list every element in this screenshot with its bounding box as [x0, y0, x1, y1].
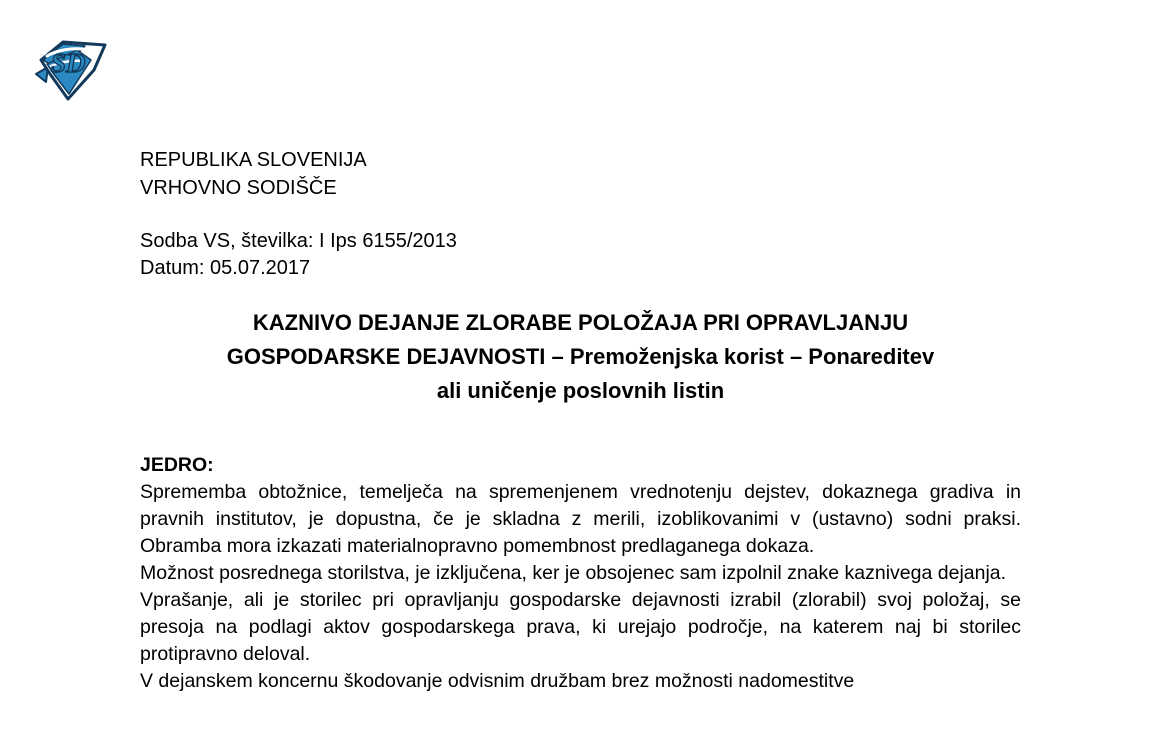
core-paragraph: V dejanskem koncernu škodovanje odvisnim družbam brez možnosti nadomestitve [140, 670, 855, 692]
core-paragraphs [140, 479, 1021, 695]
supreme-court-sd-logo-icon [33, 36, 109, 102]
institution-header [140, 146, 367, 202]
logo-letters: SD [51, 48, 86, 78]
core-paragraph: Možnost posrednega storilstva, je izključena, ker je obsojenec sam izpolnil znake kaznivega dejanja. [140, 562, 1007, 584]
title-line: KAZNIVO DEJANJE ZLORABE POLOŽAJA PRI OPRAVLJANJU [252, 310, 909, 335]
case-number-line: Sodba VS, številka: I Ips 6155/2013 [140, 230, 457, 252]
title-line: ali uničenje poslovnih listin [436, 378, 725, 403]
core-section [140, 452, 1021, 695]
document-title [140, 306, 1021, 408]
core-paragraph: Vprašanje, ali je storilec pri opravljanju gospodarske dejavnosti izrabil (zlorabil) svoj položaj, se presoja na podlagi aktov gospodarskega prava, ki urejajo področje, na katerem naj bi storilec protipravno deloval. [140, 589, 1021, 665]
republic-name: REPUBLIKA SLOVENIJA [140, 149, 367, 171]
court-name: VRHOVNO SODIŠČE [140, 177, 337, 199]
case-date-line: Datum: 05.07.2017 [140, 257, 311, 279]
case-info [140, 228, 457, 282]
core-paragraph: Sprememba obtožnice, temelječa na spremenjenem vrednotenju dejstev, dokaznega gradiva in pravnih institutov, je dopustna, če je skladna z merili, izoblikovanimi v (ustavno) sodni praksi. Obramba mora izkazati materialnopravno pomembnost predlaganega dokaza. [140, 481, 1021, 557]
core-heading: JEDRO: [140, 454, 214, 476]
title-line: GOSPODARSKE DEJAVNOSTI – Premoženjska korist – Ponareditev [226, 344, 935, 369]
